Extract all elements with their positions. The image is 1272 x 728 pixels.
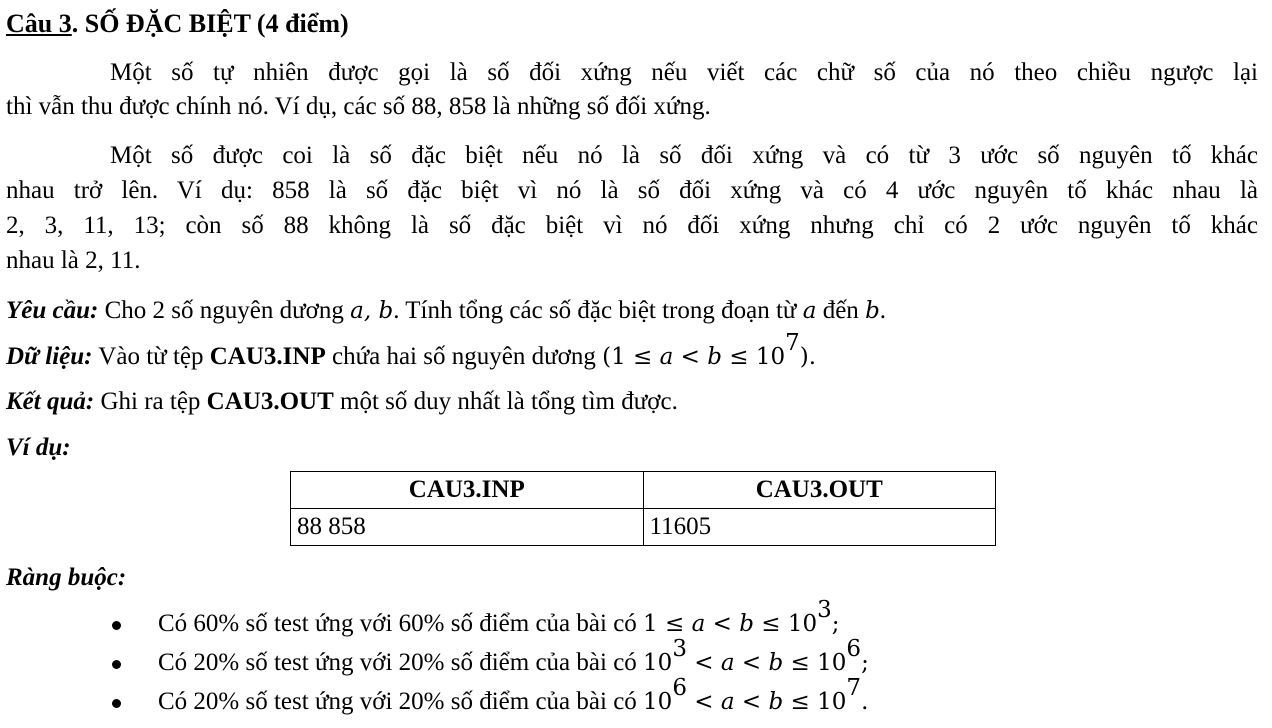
constraint-upper: 10: [787, 611, 818, 637]
constraint-upper: 10: [817, 650, 847, 676]
input-text-2: chứa hai số nguyên dương: [325, 343, 603, 370]
example-label: Ví dụ:: [6, 434, 71, 461]
constraint-text: Có 20% số test ứng với 20% số điểm của bài có: [158, 688, 644, 715]
paragraph-2-line-2: nhau trở lên. Ví dụ: 858 là số đặc biệt vì nó là số đối xứng và có 4 ước nguyên tố khác nhau là: [6, 177, 1258, 204]
bullet-icon: [112, 684, 158, 720]
constraint-end: ;: [861, 650, 869, 676]
constraint-upper: 10: [817, 689, 847, 715]
input-math-exp: 7: [785, 330, 800, 357]
constraint-item: [112, 636, 869, 681]
constraint-lt: <: [734, 689, 769, 715]
requirement-text-3: đến: [816, 297, 866, 324]
table-header-output: CAU3.OUT: [643, 472, 996, 509]
problem-title: [6, 6, 1258, 42]
constraint-upper-exp: 3: [817, 597, 832, 624]
input-math-le: ≤ 10: [721, 344, 786, 370]
math-a-b: a, b: [350, 298, 394, 324]
constraint-lower-exp: 3: [672, 636, 687, 663]
paragraph-2-line-3: 2, 3, 11, 13; còn số 88 không là số đặc biệt vì nó đối xứng nhưng chỉ có 2 ước nguyên tố khác: [6, 212, 1258, 239]
requirement-text-1: Cho 2 số nguyên dương: [98, 297, 351, 324]
constraint-le: ≤: [753, 611, 788, 637]
problem-number: Câu 3: [6, 9, 72, 38]
constraint-upper-exp: 7: [846, 675, 862, 702]
table-row: [291, 509, 996, 546]
input-math-a: a: [659, 344, 674, 370]
constraint-var-a: a: [720, 650, 735, 676]
paragraph-2-line-4: nhau là 2, 11.: [6, 247, 141, 274]
requirement-label: Yêu cầu:: [6, 297, 99, 324]
output-line: [6, 384, 1258, 420]
constraint-text: Có 60% số test ứng với 60% số điểm của bài có: [158, 610, 644, 637]
constraint-item: [112, 597, 840, 642]
constraint-lower-op: <: [686, 689, 721, 715]
math-b: b: [865, 298, 880, 324]
constraint-upper-exp: 6: [846, 636, 862, 663]
constraint-var-b: b: [768, 689, 784, 715]
bullet-icon: [112, 645, 158, 681]
constraint-lower: 10: [643, 650, 673, 676]
constraint-lt: <: [705, 611, 740, 637]
constraints-label: Ràng buộc:: [6, 564, 127, 591]
paragraph-1-line-1: Một số tự nhiên được gọi là số đối xứng nếu viết các chữ số của nó theo chiều ngược lại: [110, 59, 1258, 86]
constraint-var-b: b: [768, 650, 784, 676]
paragraph-2-line-1: Một số được coi là số đặc biệt nếu nó là số đối xứng và có từ 3 ước số nguyên tố khác: [110, 142, 1258, 169]
problem-name: . SỐ ĐẶC BIỆT (4 điểm): [71, 9, 349, 38]
paragraph-1-line-2: thì vẫn thu được chính nó. Ví dụ, các số 88, 858 là những số đối xứng.: [6, 93, 711, 120]
example-table: [290, 471, 996, 546]
table-cell-input: 88 858: [291, 509, 644, 546]
requirement-line: [6, 293, 1258, 329]
constraint-lower: 1: [643, 611, 658, 637]
input-math-open: (1 ≤: [602, 344, 660, 370]
constraint-lower-exp: 6: [672, 675, 687, 702]
constraint-lower-op: <: [686, 650, 721, 676]
constraint-lower: 10: [643, 689, 673, 715]
constraint-var-b: b: [739, 611, 754, 637]
input-line: [6, 330, 1258, 375]
constraint-lt: <: [734, 650, 769, 676]
constraint-lower-op: ≤: [657, 611, 692, 637]
constraint-item: [112, 675, 869, 720]
input-math-lt: <: [673, 344, 708, 370]
input-file-name: CAU3.INP: [209, 343, 326, 370]
constraint-end: .: [861, 689, 869, 715]
requirement-text-4: .: [879, 297, 887, 324]
output-text-2: một số duy nhất là tổng tìm được.: [333, 388, 678, 415]
constraint-le: ≤: [783, 689, 818, 715]
math-a: a: [802, 298, 817, 324]
table-header-row: [291, 472, 996, 509]
table-cell-output: 11605: [643, 509, 996, 546]
output-text-1: Ghi ra tệp: [94, 388, 207, 415]
output-file-name: CAU3.OUT: [206, 388, 334, 415]
constraint-var-a: a: [720, 689, 735, 715]
constraint-le: ≤: [783, 650, 818, 676]
constraint-var-a: a: [691, 611, 706, 637]
requirement-text-2: . Tính tổng các số đặc biệt trong đoạn từ: [393, 297, 803, 324]
input-text-1: Vào từ tệp: [92, 343, 210, 370]
input-label: Dữ liệu:: [6, 343, 93, 370]
output-label: Kết quả:: [6, 388, 95, 415]
input-math-b: b: [707, 344, 722, 370]
constraint-end: ;: [831, 611, 840, 637]
bullet-icon: [112, 606, 158, 642]
input-math-close: ).: [799, 344, 817, 370]
table-header-input: CAU3.INP: [291, 472, 644, 509]
constraint-text: Có 20% số test ứng với 20% số điểm của bài có: [158, 649, 644, 676]
